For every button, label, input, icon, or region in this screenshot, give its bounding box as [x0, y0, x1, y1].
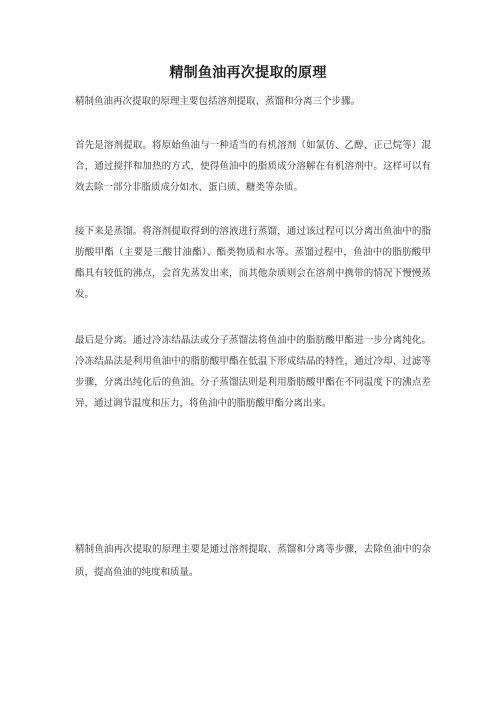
paragraph-solvent-extraction: 首先是溶剂提取。将原始鱼油与一种适当的有机溶剂（如氯仿、乙醇、正己烷等）混合，通过搅拌和加热的方式，使得鱼油中的脂质成分溶解在有机溶剂中。这样可以有效去除一部分非脂质成分如水、蛋白质、糖类等杂质。: [75, 140, 431, 193]
paragraph-distillation: 接下来是蒸馏。将溶剂提取得到的溶液进行蒸馏，通过该过程可以分离出鱼油中的脂肪酸甲酯（主要是三酸甘油酯）、酯类物质和水等。蒸馏过程中，鱼油中的脂肪酸甲酯具有较低的沸点，会首先蒸发出来，而其他杂质则会在溶剂中携带的情况下慢慢蒸发。: [75, 226, 431, 300]
summary-paragraph: 精制鱼油再次提取的原理主要是通过溶剂提取、蒸馏和分离等步骤，去除鱼油中的杂质，提高鱼油的纯度和质量。: [75, 544, 431, 578]
document-title: 精制鱼油再次提取的原理: [169, 65, 327, 81]
paragraph-separation: 最后是分离。通过冷冻结晶法或分子蒸馏法将鱼油中的脂肪酸甲酯进一步分离纯化。冷冻结晶法是利用鱼油中的脂肪酸甲酯在低温下形成结晶的特性，通过冷却、过滤等步骤，分离出纯化后的鱼油。分子蒸馏法则是利用脂肪酸甲酯在不同温度下的沸点差异，通过调节温度和压力，将鱼油中的脂肪酸甲酯分离出来。: [75, 335, 431, 409]
intro-paragraph: 精制鱼油再次提取的原理主要包括溶剂提取、蒸馏和分离三个步骤。: [75, 96, 361, 107]
